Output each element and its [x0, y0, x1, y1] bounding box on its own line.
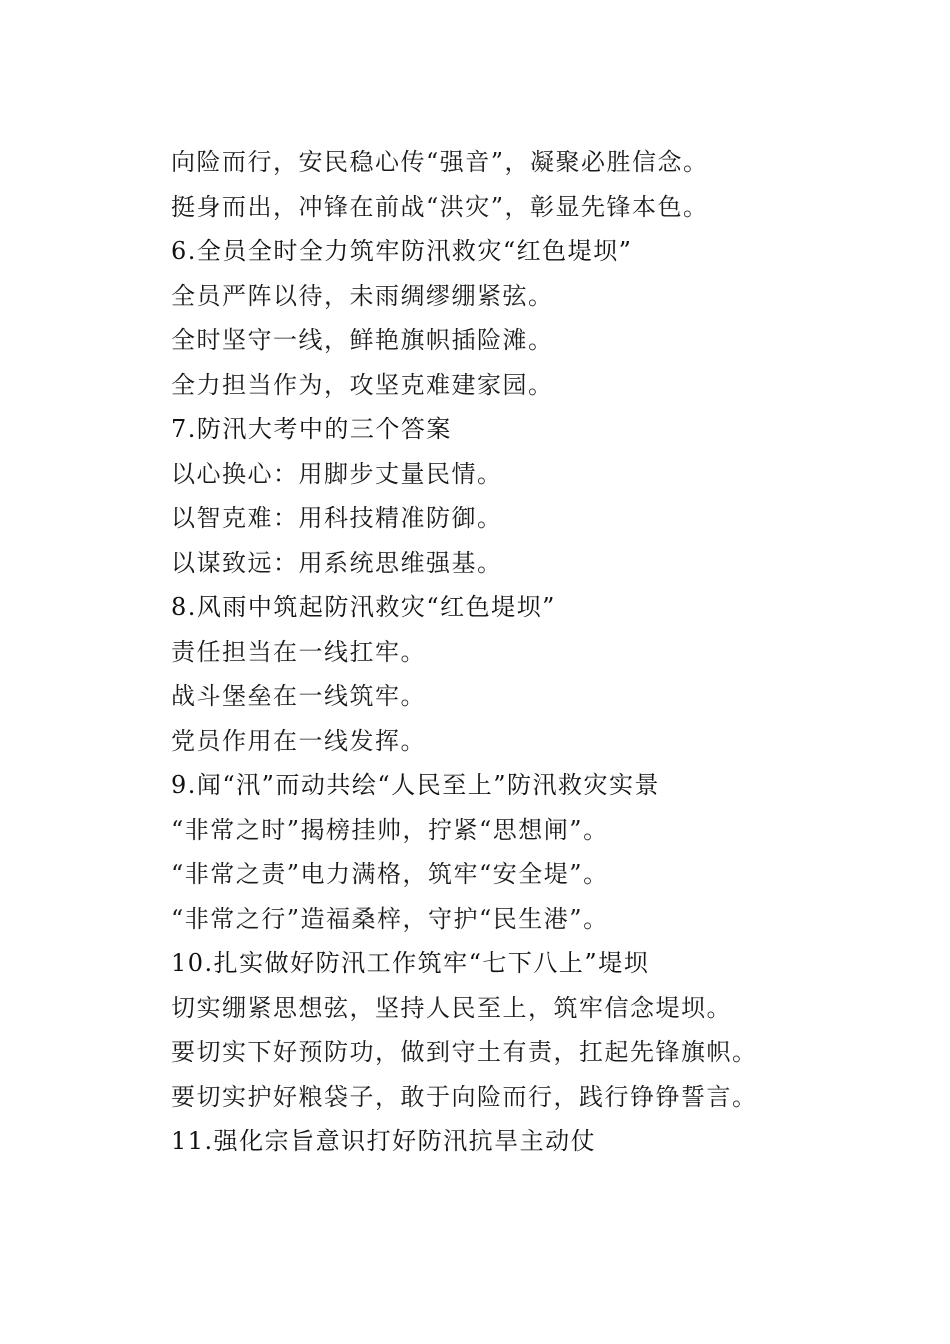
text-line: 全力担当作为，攻坚克难建家园。	[171, 370, 554, 399]
text-line: 战斗堡垒在一线筑牢。	[171, 682, 426, 710]
text-line: 以智克难：用科技精准防御。	[171, 504, 503, 532]
section-heading-8: 8.风雨中筑起防汛救灾“红色堤坝”	[171, 593, 556, 621]
document-body	[171, 140, 791, 1164]
text-line: 以心换心：用脚步丈量民情。	[171, 459, 503, 488]
section-heading-7: 7.防汛大考中的三个答案	[171, 415, 452, 443]
text-line: “非常之行”造福桑梓，守护“民生港”。	[171, 904, 609, 933]
section-heading-11: 11.强化宗旨意识打好防汛抗旱主动仗	[171, 1127, 597, 1155]
text-line: “非常之时”揭榜挂帅，拧紧“思想闸”。	[171, 815, 609, 844]
text-line: 以谋致远：用系统思维强基。	[171, 548, 503, 577]
text-line: 全时坚守一线，鲜艳旗帜插险滩。	[171, 326, 554, 354]
text-line: 挺身而出，冲锋在前战“洪灾”，彰显先锋本色。	[171, 192, 709, 221]
text-line: 责任担当在一线扛牢。	[171, 637, 426, 666]
section-heading-9: 9.闻“汛”而动共绘“人民至上”防汛救灾实景	[171, 771, 660, 799]
text-line: 要切实护好粮袋子，敢于向险而行，践行铮铮誓言。	[171, 1082, 758, 1111]
text-line: 向险而行，安民稳心传“强音”，凝聚必胜信念。	[171, 148, 709, 176]
text-line: 切实绷紧思想弦，坚持人民至上，筑牢信念堤坝。	[171, 993, 732, 1022]
section-heading-6: 6.全员全时全力筑牢防汛救灾“红色堤坝”	[171, 237, 633, 265]
text-line: “非常之责”电力满格，筑牢“安全堤”。	[171, 860, 609, 888]
text-line: 全员严阵以待，未雨绸缪绷紧弦。	[171, 281, 554, 310]
text-line: 要切实下好预防功，做到守土有责，扛起先锋旗帜。	[171, 1038, 758, 1066]
section-heading-10: 10.扎实做好防汛工作筑牢“七下八上”堤坝	[171, 949, 650, 977]
text-line: 党员作用在一线发挥。	[171, 726, 426, 755]
